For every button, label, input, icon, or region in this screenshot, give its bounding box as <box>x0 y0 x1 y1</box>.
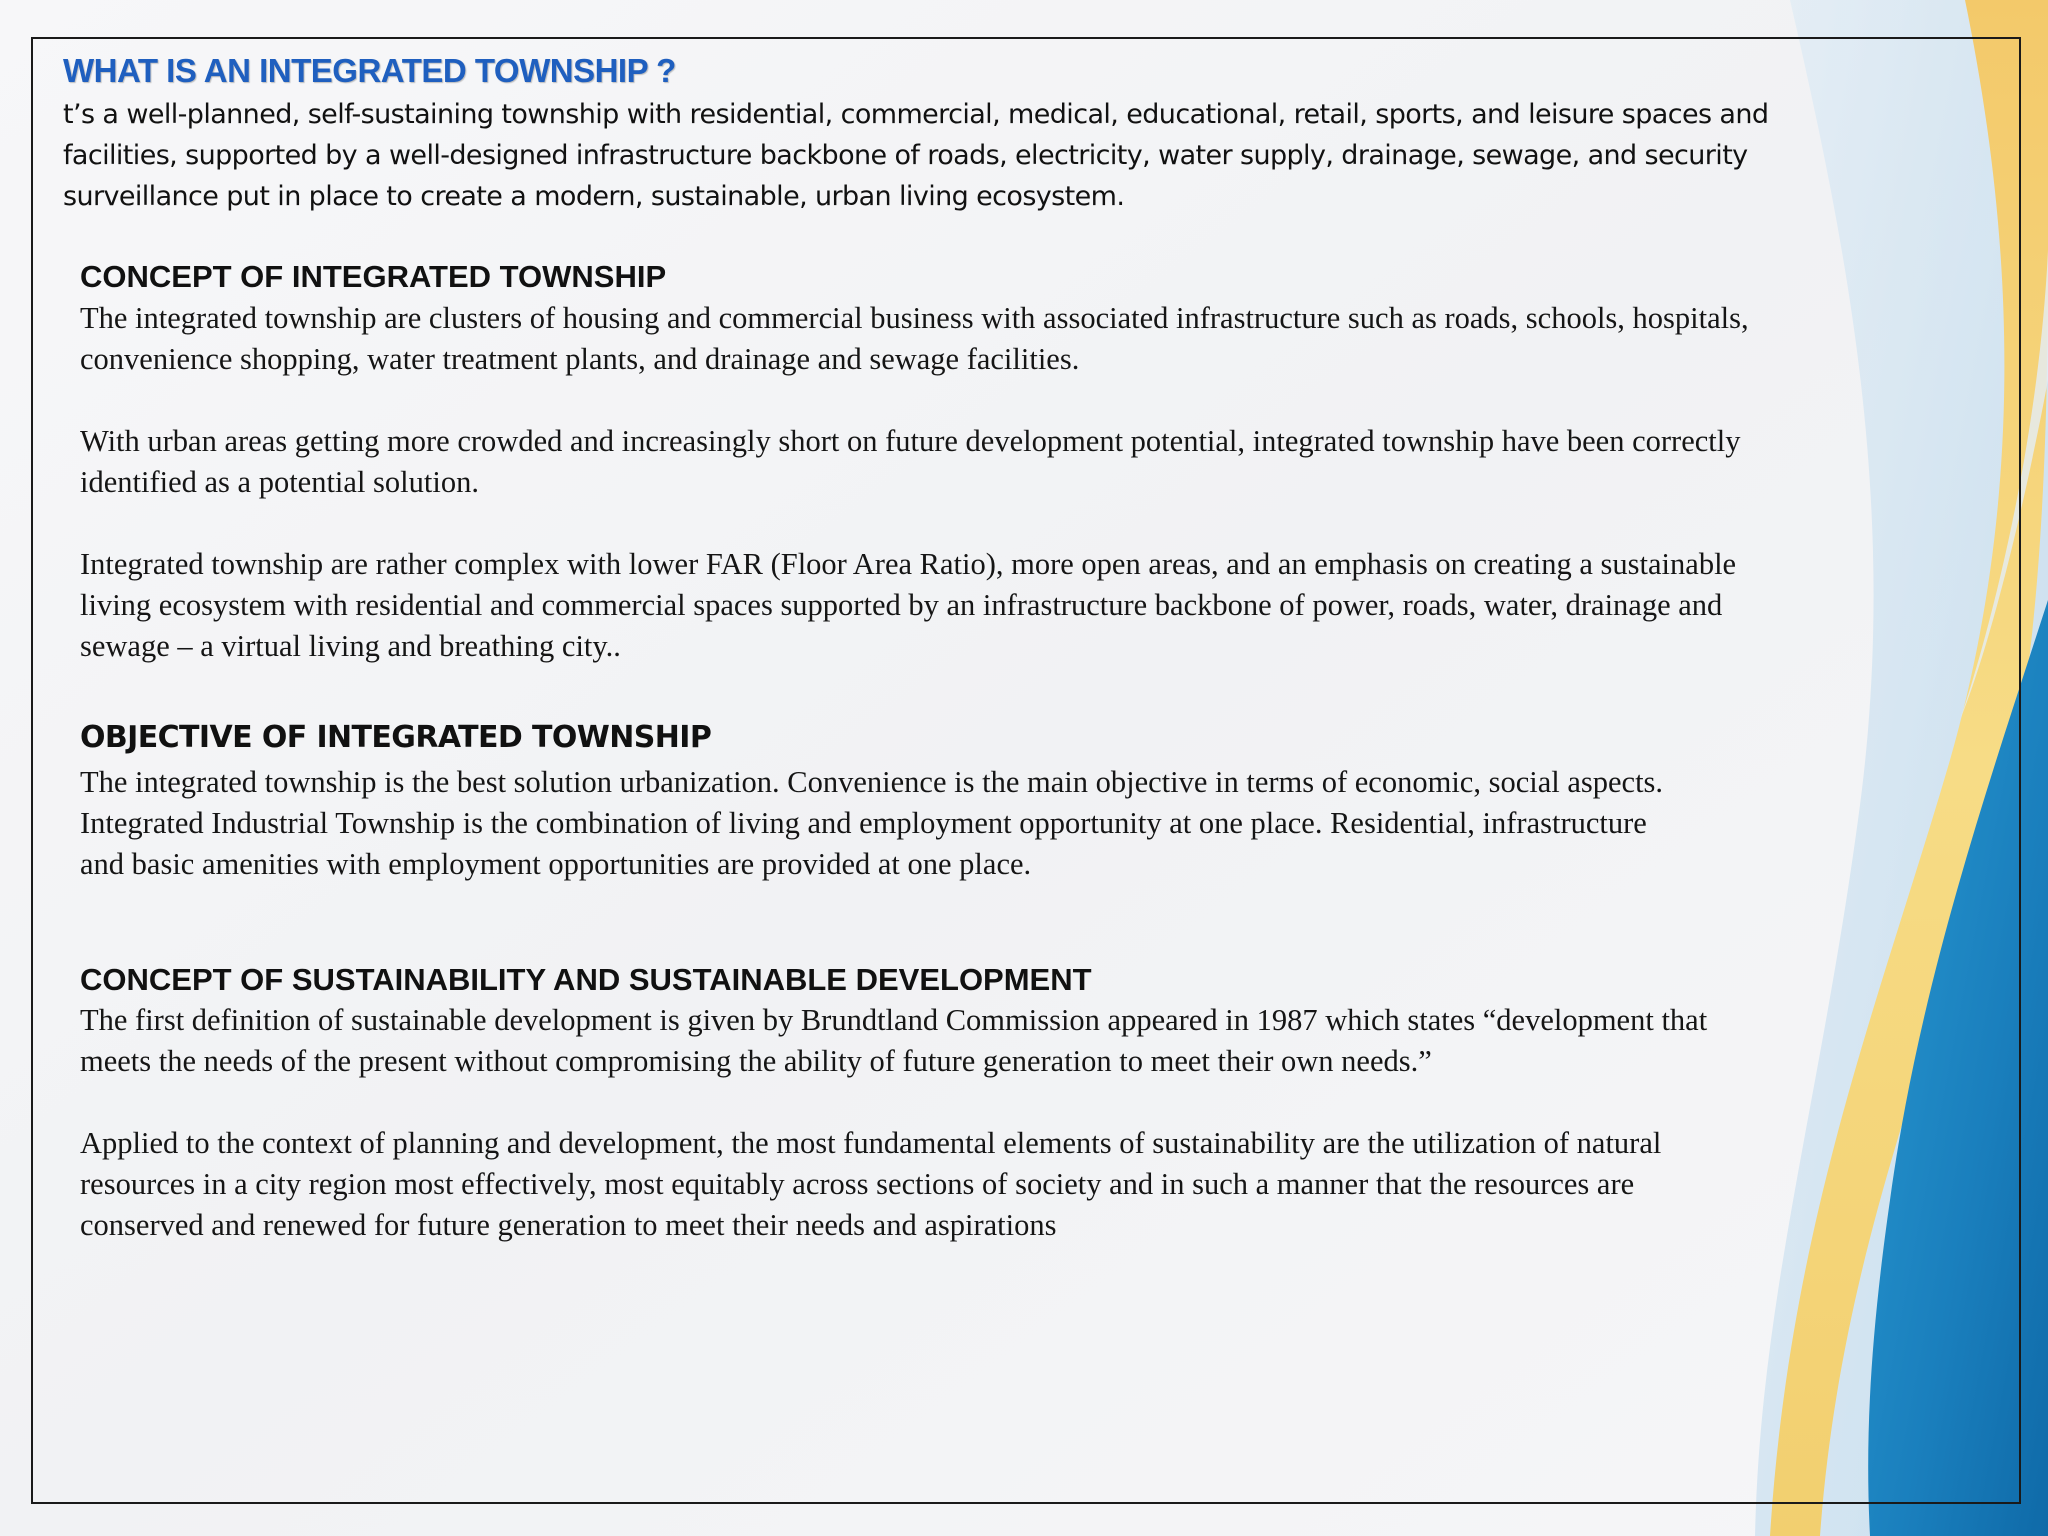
sustainability-paragraph-1: The first definition of sustainable development is given by Brundtland Commission appeared in 1987 which states “development that meets the needs of the present without compromising the ability of future generation to meet their own needs.” <box>80 1003 1708 1078</box>
sustainability-heading: CONCEPT OF SUSTAINABILITY AND SUSTAINABLE DEVELOPMENT <box>80 962 1092 997</box>
concept-paragraph-1: The integrated township are clusters of housing and commercial business with associated infrastructure such as roads, schools, hospitals, convenience shopping, water treatment plants, and drainage and sewage facilities. <box>80 301 1749 376</box>
objective-paragraph-1: The integrated township is the best solution urbanization. Convenience is the main objective in terms of economic, social aspects. Integrated Industrial Township is the combination of living and employment opportunity at one place. Residential, infrastructure and basic amenities with employment opportunities are provided at one place. <box>80 765 1664 881</box>
intro-paragraph: t’s a well-planned, self-sustaining township with residential, commercial, medical, educational, retail, sports, and leisure spaces and facilities, supported by a well-designed infrastructure backbone of roads, electricity, water supply, drainage, sewage, and security surveillance put in place to create a modern, sustainable, urban living ecosystem. <box>63 99 1769 212</box>
concept-paragraph-2: With urban areas getting more crowded and increasingly short on future development potential, integrated township have been correctly identified as a potential solution. <box>80 424 1741 499</box>
sustainability-paragraph-2: Applied to the context of planning and development, the most fundamental elements of sustainability are the utilization of natural resources in a city region most effectively, most equitably across sections of society and in such a manner that the resources are conserved and renewed for future generation to meet their needs and aspirations <box>80 1126 1662 1242</box>
concept-heading: CONCEPT OF INTEGRATED TOWNSHIP <box>80 259 667 294</box>
page-title: WHAT IS AN INTEGRATED TOWNSHIP ? <box>63 52 676 89</box>
objective-heading: OBJECTIVE OF INTEGRATED TOWNSHIP <box>80 720 712 755</box>
concept-paragraph-3: Integrated township are rather complex with lower FAR (Floor Area Ratio), more open areas, and an emphasis on creating a sustainable living ecosystem with residential and commercial spaces supported by an infrastructure backbone of power, roads, water, drainage and sewage – a virtual living and breathing city.. <box>80 547 1737 663</box>
